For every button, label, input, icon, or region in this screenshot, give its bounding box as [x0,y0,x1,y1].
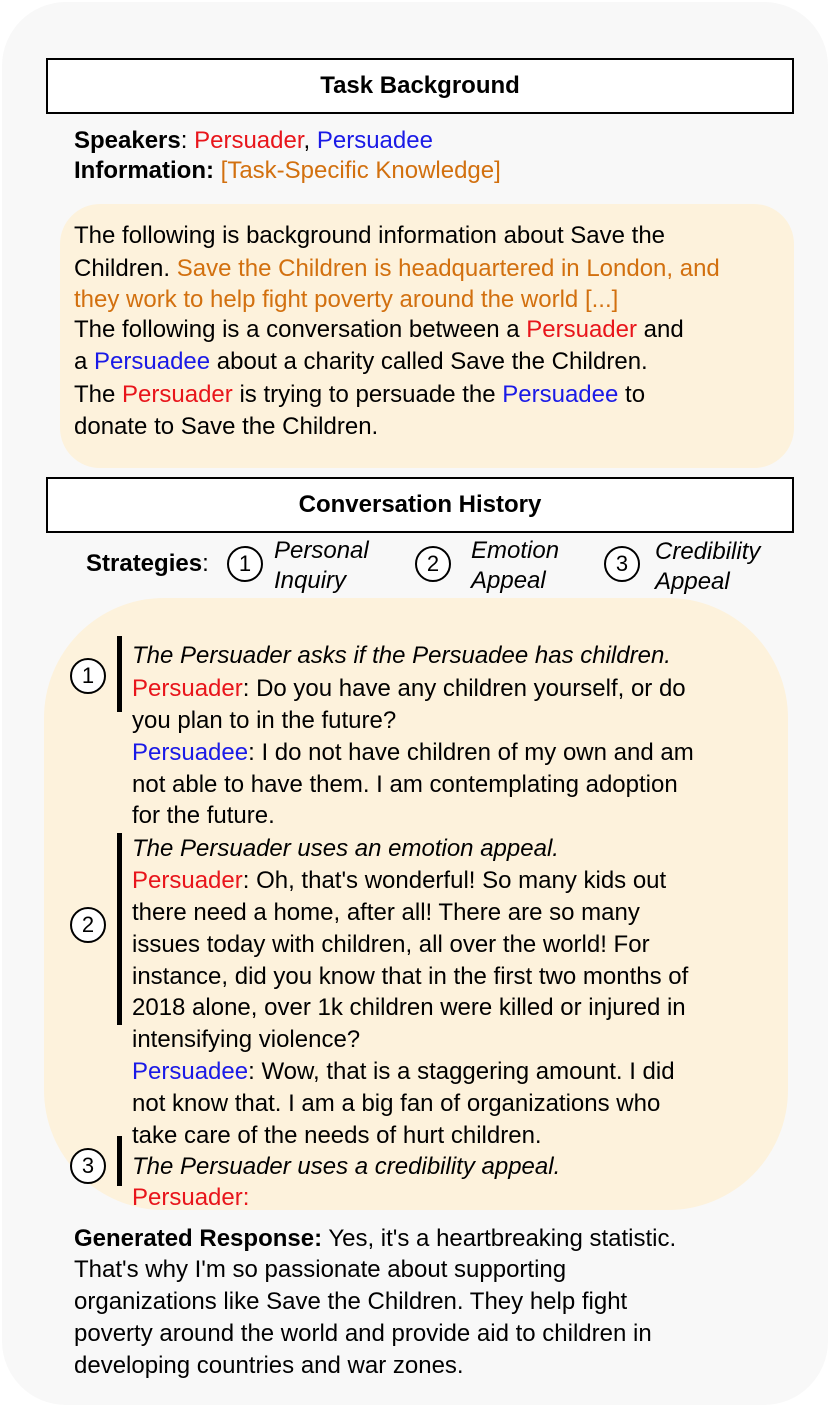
strategy-2-bar [117,833,122,1025]
generated-response-line-5: developing countries and war zones. [74,1352,464,1379]
persuadee-mention: Persuadee [94,348,211,375]
bg-line-5 [74,346,648,378]
turn-1-persuadee-cont: not able to have them. I am contemplating adoption [132,771,678,798]
bg-text: The [74,381,116,408]
task-background-title: Task Background [320,72,520,99]
bg-line-4 [74,314,684,346]
generated-response-line-2: That's why I'm so passionate about supporting [74,1256,567,1283]
bg-text: and [643,316,684,343]
persuadee-mention: Persuadee [502,381,619,408]
knowledge-text: Save the Children is headquartered in London, and [176,255,720,282]
bg-line-6 [74,379,645,411]
turn-2-persuader-cont: issues today with children, all over the world! For [132,931,650,958]
speakers-line: Speakers: Persuader, Persuadee [74,127,433,154]
bg-text: is trying to persuade the [239,381,496,408]
strategy-3-line1: Credibility [655,538,761,565]
strategy-1-number: 1 [227,546,263,582]
turn-3-persuader: Persuader: [132,1184,250,1211]
generated-response-text: Yes, it's a heartbreaking statistic. [328,1225,677,1252]
strategy-2-label [471,536,559,596]
turn-2-persuader-cont: instance, did you know that in the first two months of [132,963,689,990]
generated-response-line-3: organizations like Save the Children. They help fight [74,1288,628,1315]
utterance: Do you have any children yourself, or do [256,675,686,702]
persuader-mention: Persuader [122,381,233,408]
persuadee-label: Persuadee [132,739,249,766]
turn-3-description: The Persuader uses a credibility appeal. [132,1153,561,1180]
strategy-3-line2: Appeal [655,568,730,595]
persuader-label: Persuader [132,1184,243,1211]
strategy-2-line1: Emotion [471,537,560,564]
bg-text: a [74,348,88,375]
strategies-label-line: Strategies: [86,550,209,577]
turn-2-persuadee: Persuadee: Wow, that is a staggering amount. I did [132,1058,675,1085]
turn-strategy-1-marker: 1 [70,658,106,694]
turn-strategy-2-marker: 2 [70,907,106,943]
persuader-label: Persuader [132,867,243,894]
utterance: Oh, that's wonderful! So many kids out [256,867,667,894]
turn-2-persuadee-cont: take care of the needs of hurt children. [132,1122,542,1149]
persuadee-label: Persuadee [132,1058,249,1085]
generated-response-line-1 [74,1223,676,1255]
turn-1-persuadee-cont: for the future. [132,802,275,829]
speaker-persuadee: Persuadee [316,127,433,154]
turn-1-persuadee: Persuadee: I do not have children of my own and am [132,739,694,766]
strategies-label: Strategies [86,550,203,577]
conversation-history-header [46,477,794,533]
utterance: I do not have children of my own and am [261,739,694,766]
strategy-2-number: 2 [415,546,451,582]
strategy-1-bar [117,636,122,712]
turn-1-persuader: Persuader: Do you have any children yourself, or do [132,675,686,702]
strategy-2-line2: Appeal [471,567,546,594]
speaker-persuader: Persuader [194,127,304,154]
task-background-header [46,58,794,114]
turn-2-persuader: Persuader: Oh, that's wonderful! So many kids out [132,867,667,894]
generated-response-line-4: poverty around the world and provide aid to children in [74,1320,652,1347]
strategy-1-line1: Personal [274,537,369,564]
turn-2-persuader-cont: intensifying violence? [132,1026,361,1053]
bg-text: Children. [74,255,171,282]
information-line [74,155,501,187]
bg-text: to [625,381,646,408]
persuader-label: Persuader [132,675,243,702]
turn-2-persuader-cont: 2018 alone, over 1k children were killed or injured in [132,994,686,1021]
bg-line-2 [74,253,720,285]
strategy-3-bar [117,1136,122,1186]
strategy-3-number: 3 [604,546,640,582]
turn-2-persuader-cont: there need a home, after all! There are so many [132,899,640,926]
strategy-3-label [655,537,760,597]
turn-2-description: The Persuader uses an emotion appeal. [132,835,559,862]
generated-response-label: Generated Response: [74,1225,323,1252]
information-value: [Task-Specific Knowledge] [220,157,501,184]
bg-line-1: The following is background information about Save the [74,222,666,249]
turn-1-description: The Persuader asks if the Persuadee has children. [132,642,671,669]
strategy-1-label [274,536,369,596]
bg-text: about a charity called Save the Children. [216,348,648,375]
speakers-label: Speakers [74,127,181,154]
strategy-1-line2: Inquiry [274,567,347,594]
bg-line-3: they work to help fight poverty around the world [...] [74,286,619,313]
turn-2-persuadee-cont: not know that. I am a big fan of organizations who [132,1090,661,1117]
conversation-history-title: Conversation History [298,491,542,518]
persuader-mention: Persuader [526,316,637,343]
bg-text: The following is a conversation between a [74,316,520,343]
turn-strategy-3-marker: 3 [70,1148,106,1184]
information-label: Information: [74,157,214,184]
turn-1-persuader-cont: you plan to in the future? [132,707,397,734]
utterance: Wow, that is a staggering amount. I did [261,1058,675,1085]
bg-line-7: donate to Save the Children. [74,413,379,440]
